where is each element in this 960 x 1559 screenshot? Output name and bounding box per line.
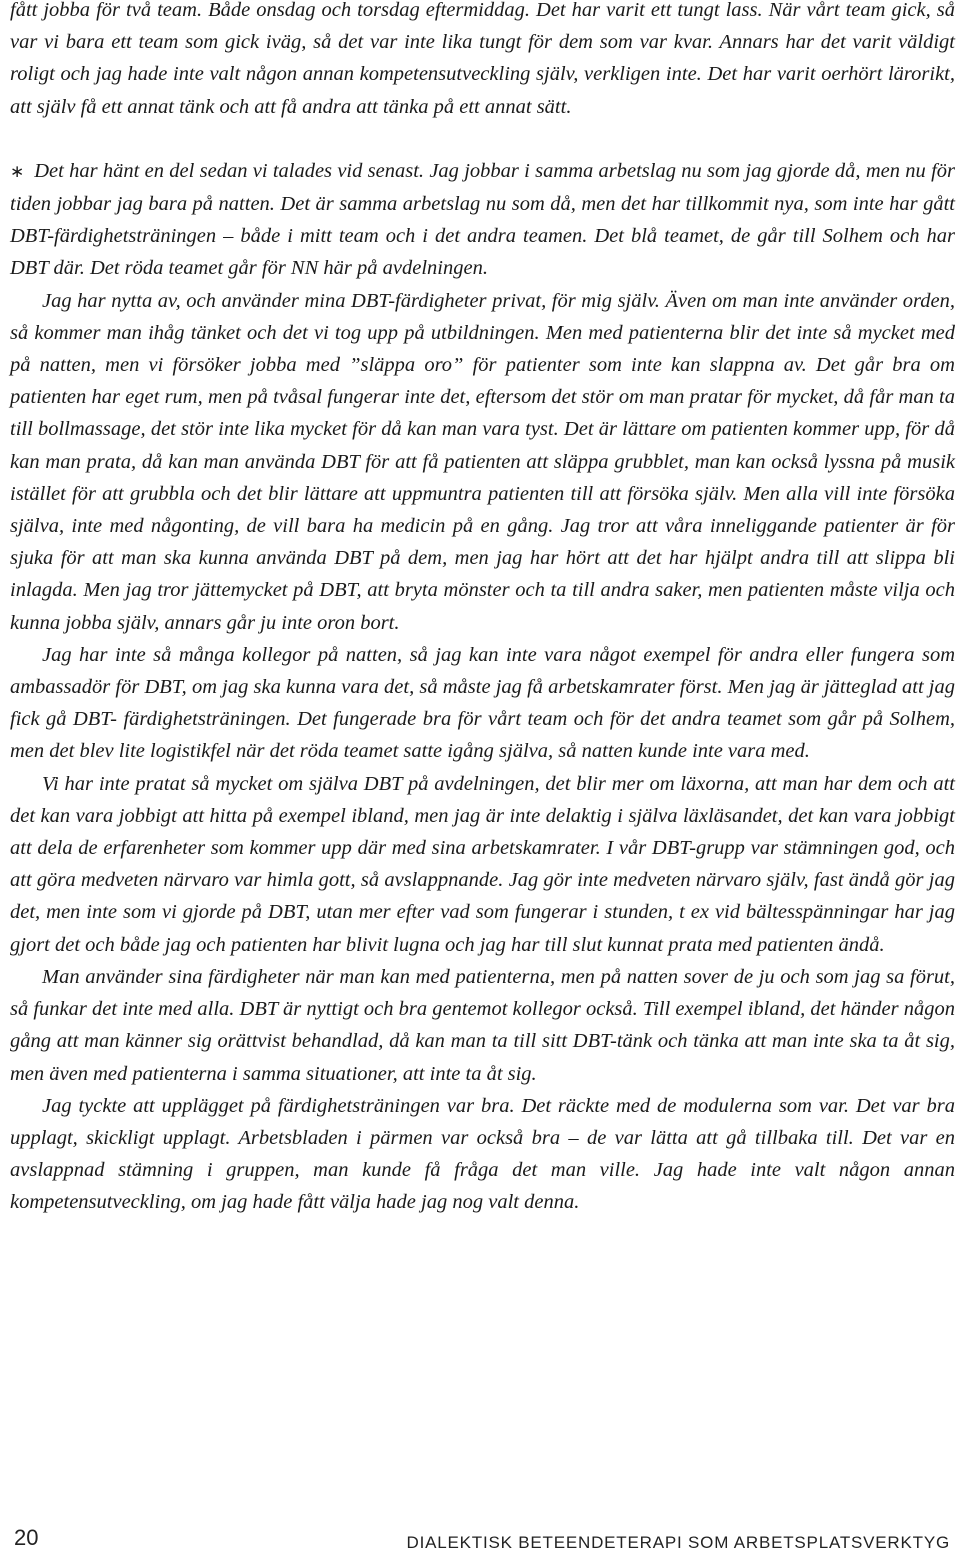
running-title: DIALEKTISK BETEENDETERAPI SOM ARBETSPLATSVERKTYG: [406, 1533, 950, 1552]
asterisk-icon: ∗: [10, 161, 25, 182]
page-number: 20: [14, 1525, 39, 1550]
paragraph-5: Vi har inte pratat så mycket om själva DBT på avdelningen, det blir mer om läxorna, att man har dem och att det kan vara jobbigt att hitta på exempel ibland, men jag är inte delaktig i själva läxläsandet, det kan vara jobbigt att dela de erfarenheter som kommer upp där med sina arbetskamrater. I vår DBT-grupp var stämningen god, och att göra medveten närvaro var himla gott, så avslappnande. Jag gör inte medveten närvaro själv, fast ändå gör jag det, men inte som vi gjorde på DBT, utan mer efter vad som fungerar i stunden, t ex vid bältesspänningar har jag gjort det och både jag och patienten har blivit lugna och jag har till slut kunnat prata med patienten ändå.: [10, 772, 955, 956]
paragraph-2: [10, 155, 955, 285]
paragraph-1: fått jobba för två team. Både onsdag och torsdag eftermiddag. Det har varit ett tungt lass. När vårt team gick, så var vi bara ett team som gick iväg, så det var inte lika tungt för dem som var kvar. Annars har det varit väldigt roligt och jag hade inte valt någon annan kompetensutveckling själv, verkligen inte. Det har varit oerhört lärorikt, att själv få ett annat tänk och att få andra att tänka på ett annat sätt.: [10, 0, 955, 118]
paragraph-4: Jag har inte så många kollegor på natten, så jag kan inte vara något exempel för andra eller fungera som ambassadör för DBT, om jag ska kunna vara det, så måste jag få arbetskamrater först. Men jag är jätteglad att jag fick gå DBT- färdighetsträningen. Det fungerade bra för vårt team och för det andra teamet som går på Solhem, men det blev lite logistikfel när det röda teamet satte igång själva, så natten kunde inte vara med.: [10, 643, 955, 763]
paragraph-3: Jag har nytta av, och använder mina DBT-färdigheter privat, för mig själv. Även om man inte använder orden, så kommer man ihåg tänket och det vi tog upp på utbildningen. Men med patienterna blir det inte så mycket med på natten, men vi försöker jobba med ”släppa oro” för patienter som inte kan slappna av. Det går bra om patienten har eget rum, men på tvåsal fungerar inte det, eftersom det stör om man pratar för mycket, då får man ta till bollmassage, det stör inte lika mycket för då kan man vara tyst. Det är lättare om patienten kommer upp, för då kan man prata, då kan man använda DBT för att få patienten att släppa grubblet, man kan också lyssna på musik istället för att grubbla och det blir lättare att uppmuntra patienten till att försöka själv. Men alla vill inte försöka själva, inte med någonting, de vill bara ha medicin på en gång. Jag tror att våra inneliggande patienter är för sjuka för att man ska kunna använda DBT på dem, men jag har hört att det har hjälpt andra till att slippa bli inlagda. Men jag tror jättemycket på DBT, att bryta mönster och ta till andra saker, men patienten måste vilja och kunna jobba själv, annars går ju inte oron bort.: [10, 289, 955, 634]
paragraph-7: Jag tyckte att upplägget på färdighetsträningen var bra. Det räckte med de modulerna som var. Det var bra upplagt, skickligt upplagt. Arbetsbladen i pärmen var också bra – de var lätta att gå tillbaka till. Det var en avslappnad stämning i gruppen, man kunde få fråga det man ville. Jag hade inte valt någon annan kompetensutveckling, om jag hade fått välja hade jag nog valt denna.: [10, 1094, 955, 1214]
body-text: [10, 0, 955, 1219]
paragraph-6: Man använder sina färdigheter när man kan med patienterna, men på natten sover de ju och som jag sa förut, så funkar det inte med alla. DBT är nyttigt och bra gentemot kollegor också. Till exempel ibland, det händer någon gång att man känner sig orättvist behandlad, då kan man ta till sitt DBT-tänk och tänka att man inte ska ta åt sig, men även med patienterna i samma situationer, att inte ta åt sig.: [10, 965, 955, 1085]
paragraph-2-text: Det har hänt en del sedan vi talades vid senast. Jag jobbar i samma arbetslag nu som jag gjorde då, men nu för tiden jobbar jag bara på natten. Det är samma arbetslag nu som då, men det har tillkommit nya, som inte har gått DBT-färdighetsträningen – både i mitt team och i det andra teamen. Det blå teamet, de går till Solhem och har DBT där. Det röda teamet går för NN här på avdelningen.: [10, 159, 955, 280]
